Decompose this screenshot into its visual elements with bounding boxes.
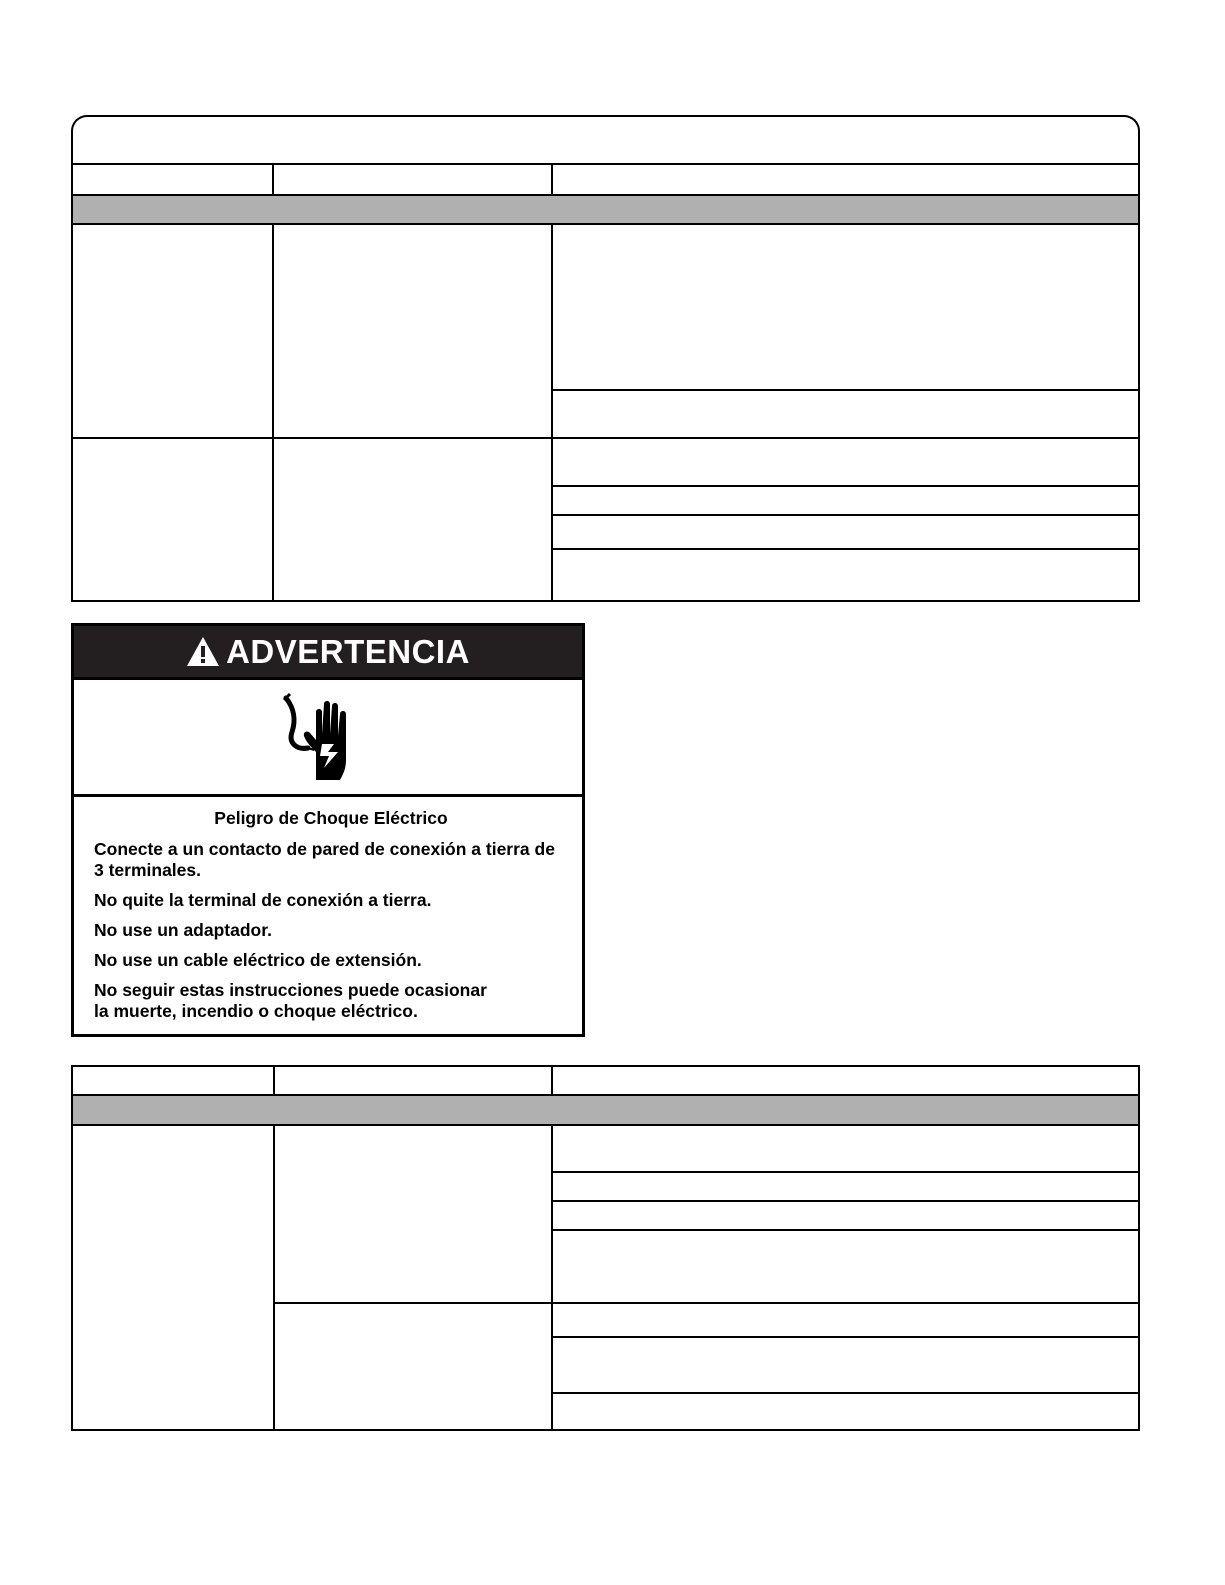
band-divider [71,1124,1140,1126]
column-divider [272,163,274,196]
warning-text [94,808,568,1031]
warning-instruction: Conecte a un contacto de pared de conexión a tierra de 3 terminales. [94,839,555,880]
column-divider [273,1065,275,1096]
warning-icon-area [74,677,582,797]
table-frame [71,163,1140,602]
warning-instruction: No use un adaptador. [94,920,272,940]
row-divider [551,1392,1140,1394]
column-divider [551,163,553,196]
warning-instruction: No use un cable eléctrico de extensión. [94,950,422,970]
section-band [73,196,1138,223]
section-band [73,1096,1138,1124]
electric-shock-warning [71,623,585,1037]
row-divider [551,1200,1140,1202]
warning-instruction: No quite la terminal de conexión a tierra. [94,890,432,910]
row-divider [551,1171,1140,1173]
column-divider [273,1124,275,1431]
column-divider [551,223,553,602]
row-divider [551,1229,1140,1231]
electric-shock-hand-icon [274,690,364,790]
row-divider [551,514,1140,516]
row-divider [551,389,1140,391]
row-divider [551,1336,1140,1338]
table-title-box [71,115,1140,165]
warning-header [74,626,582,677]
row-divider [551,548,1140,550]
row-divider [71,437,1140,439]
warning-title: ADVERTENCIA [226,632,470,670]
band-divider [71,223,1140,225]
hazard-name: Peligro de Choque Eléctrico [214,808,448,828]
column-divider [272,223,274,602]
column-divider [551,1065,553,1096]
warning-triangle-icon [186,636,220,667]
row-divider [551,485,1140,487]
warning-instruction: No seguir estas instrucciones puede ocasionar la muerte, incendio o choque eléctrico. [94,980,487,1021]
row-divider [273,1302,1140,1304]
